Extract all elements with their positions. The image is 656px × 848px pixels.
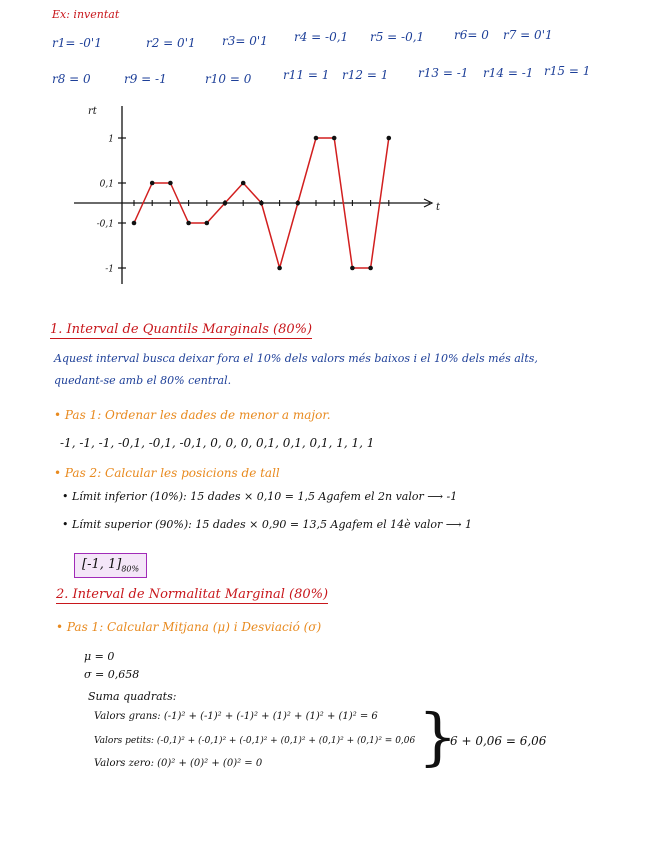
y-tick-label: 1 [108, 134, 114, 145]
value-item: r4 = -0,1 [294, 30, 349, 44]
data-point [186, 221, 191, 226]
small-values-sum: Valors petits: (-0,1)² + (-0,1)² + (-0,1)² + (0,1)² + (0,1)² + (0,1)² = 0,06 [94, 736, 416, 746]
sum-squares-title: Suma quadrats: [88, 690, 177, 703]
chart-axes [74, 106, 432, 284]
value-item: r1= -0'1 [52, 36, 102, 50]
result-subscript: 80% [121, 564, 140, 574]
section-1-step-2: • Pas 2: Calcular les posicions de tall [54, 466, 280, 480]
value-item: r13 = -1 [418, 66, 469, 80]
y-axis-label: rt [88, 106, 97, 117]
value-item: r14 = -1 [483, 66, 534, 80]
sigma-value: σ = 0,658 [84, 668, 140, 681]
value-item: r5 = -0,1 [370, 30, 425, 44]
data-point [387, 136, 392, 141]
y-tick-label: 0,1 [99, 179, 114, 190]
data-point [205, 221, 210, 226]
value-item: r2 = 0'1 [146, 36, 196, 50]
data-point [350, 266, 355, 271]
total-sum: 6 + 0,06 = 6,06 [450, 734, 547, 748]
lower-limit: • Límit inferior (10%): 15 dades × 0,10 = 1,5 Agafem el 2n valor ⟶ -1 [62, 490, 458, 503]
data-point [277, 266, 282, 271]
data-point [168, 181, 173, 186]
value-item: r3= 0'1 [222, 34, 268, 48]
value-item: r6= 0 [454, 28, 489, 42]
section-2-step-1: • Pas 1: Calcular Mitjana (μ) i Desviació (σ) [56, 620, 322, 634]
section-2-title: 2. Interval de Normalitat Marginal (80%) [56, 587, 329, 602]
sorted-data: -1, -1, -1, -0,1, -0,1, -0,1, 0, 0, 0, 0,1, 0,1, 0,1, 1, 1, 1 [60, 436, 375, 450]
quantile-interval-result [74, 553, 147, 578]
x-axis-label: t [436, 202, 441, 213]
zero-values-sum: Valors zero: (0)² + (0)² + (0)² = 0 [94, 758, 263, 769]
section-1-title: 1. Interval de Quantils Marginals (80%) [50, 322, 313, 337]
y-tick-label: -1 [105, 264, 114, 275]
y-tick-label: -0,1 [96, 219, 114, 230]
value-item: r11 = 1 [283, 68, 330, 82]
chart-tick-labels [88, 106, 441, 275]
value-item: r10 = 0 [205, 72, 252, 86]
sum-brace: } [418, 700, 458, 773]
upper-limit: • Límit superior (90%): 15 dades × 0,90 = 13,5 Agafem el 14è valor ⟶ 1 [62, 518, 473, 531]
data-point [132, 221, 137, 226]
big-values-sum: Valors grans: (-1)² + (-1)² + (-1)² + (1)² + (1)² + (1)² = 6 [94, 711, 378, 722]
value-item: r15 = 1 [544, 64, 591, 78]
value-item: r9 = -1 [124, 72, 167, 86]
result-interval: [-1, 1] [82, 557, 122, 572]
data-point [259, 201, 264, 206]
time-series-chart [0, 0, 656, 300]
value-item: r12 = 1 [342, 68, 389, 82]
data-point [241, 181, 246, 186]
data-point [314, 136, 319, 141]
section-1-intro-line-2: quedant-se amb el 80% central. [54, 374, 232, 387]
value-item: r7 = 0'1 [503, 28, 553, 42]
exercise-title: Ex: inventat [52, 8, 120, 21]
data-point [296, 201, 301, 206]
section-1-intro-line-1: Aquest interval busca deixar fora el 10% dels valors més baixos i el 10% dels més alts, [54, 352, 538, 365]
data-point [150, 181, 155, 186]
mean-value: μ = 0 [84, 650, 115, 663]
data-point [368, 266, 373, 271]
section-1-step-1: • Pas 1: Ordenar les dades de menor a major. [54, 408, 331, 422]
value-item: r8 = 0 [52, 72, 91, 86]
data-point [223, 201, 228, 206]
data-point [332, 136, 337, 141]
